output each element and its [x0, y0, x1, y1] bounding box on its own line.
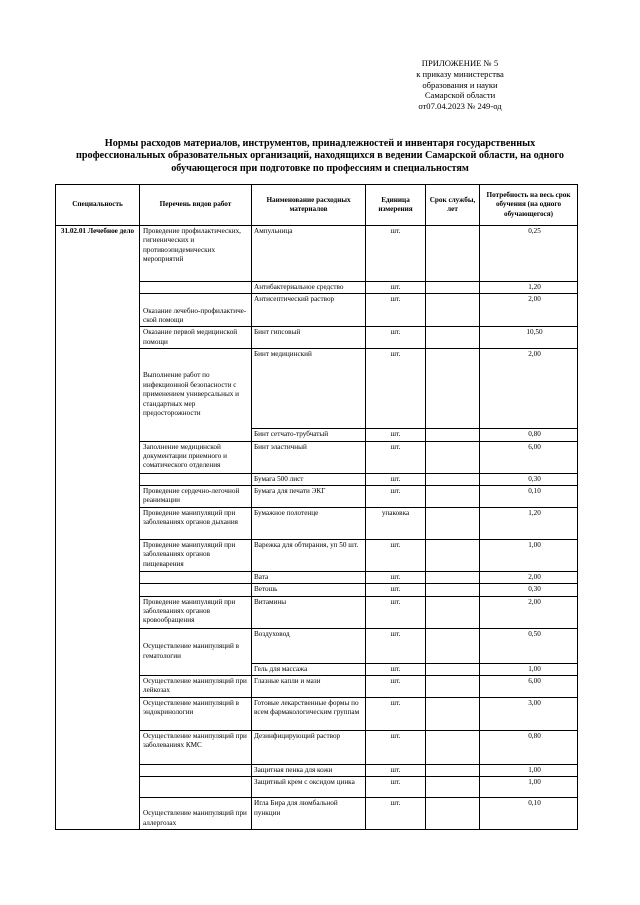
need-cell: 6,00: [480, 441, 578, 473]
need-cell: 0,30: [480, 584, 578, 596]
need-cell: 2,00: [480, 349, 578, 429]
term-cell: [426, 441, 480, 473]
header-activities: Перечень видов работ: [140, 185, 252, 226]
specialty-cell: 31.02.01 Лечебное дело: [56, 226, 140, 830]
term-cell: [426, 663, 480, 675]
material-cell: Бумага 500 лист: [252, 473, 366, 485]
need-cell: 0,10: [480, 486, 578, 508]
material-cell: Вата: [252, 571, 366, 583]
document-title-line: профессиональных образовательных организаций, находящихся в ведении Самарской области, на одного: [75, 150, 565, 162]
unit-cell: шт.: [366, 294, 426, 327]
material-cell: Игла Бира для люмбальной пункции: [252, 798, 366, 830]
activity-cell: Осуществление манипуляций в эндокринологии: [140, 697, 252, 730]
unit-cell: шт.: [366, 539, 426, 571]
norms-table: [55, 184, 578, 830]
material-cell: Ампульница: [252, 226, 366, 282]
term-cell: [426, 764, 480, 776]
need-cell: 0,10: [480, 798, 578, 830]
material-cell: Бумажное полотенце: [252, 507, 366, 539]
unit-cell: шт.: [366, 663, 426, 675]
document-title: [45, 138, 595, 175]
table-row: [56, 226, 578, 282]
header-material: Наименование расходных материалов: [252, 185, 366, 226]
material-cell: Варежка для обтирания, уп 50 шт.: [252, 539, 366, 571]
term-cell: [426, 473, 480, 485]
term-cell: [426, 507, 480, 539]
header-term: Срок службы, лет: [426, 185, 480, 226]
unit-cell: шт.: [366, 327, 426, 349]
activity-cell: [140, 777, 252, 798]
activity-cell: Выполнение работ по инфекционной безопасности с применением универсальных и стандартных мер предосторожности: [140, 349, 252, 441]
table-header-row: [56, 185, 578, 226]
term-cell: [426, 349, 480, 429]
unit-cell: шт.: [366, 697, 426, 730]
need-cell: 1,00: [480, 539, 578, 571]
header-unit: Единица измерения: [366, 185, 426, 226]
term-cell: [426, 676, 480, 698]
material-cell: Антисептический раствор: [252, 294, 366, 327]
term-cell: [426, 798, 480, 830]
term-cell: [426, 730, 480, 764]
activity-cell: Проведение манипуляций при заболеваниях органов кровообращения: [140, 596, 252, 628]
activity-cell: [140, 571, 252, 583]
activity-cell: [140, 764, 252, 776]
annex-region-line: Самарской области: [424, 90, 496, 101]
activity-cell: Проведение профилактических, гигиенических и противоэпидемических мероприятий: [140, 226, 252, 282]
material-cell: Бинт эластичный: [252, 441, 366, 473]
activity-cell: Осуществление манипуляций при аллергозах: [140, 798, 252, 830]
material-cell: Бинт сетчато-трубчатый: [252, 429, 366, 441]
activity-cell: Проведение сердечно-легочной реанимации: [140, 486, 252, 508]
term-cell: [426, 429, 480, 441]
annex-date-number: от07.04.2023 № 249-од: [418, 101, 502, 112]
term-cell: [426, 294, 480, 327]
activity-cell: Осуществление манипуляций при заболеваниях КМС: [140, 730, 252, 764]
need-cell: 0,80: [480, 429, 578, 441]
need-cell: 1,00: [480, 777, 578, 798]
unit-cell: шт.: [366, 584, 426, 596]
activity-cell: [140, 282, 252, 294]
material-cell: Ветошь: [252, 584, 366, 596]
term-cell: [426, 628, 480, 663]
unit-cell: шт.: [366, 473, 426, 485]
activity-cell: Оказание лечебно-профилактиче-ской помощи: [140, 294, 252, 327]
unit-cell: шт.: [366, 676, 426, 698]
unit-cell: упаковка: [366, 507, 426, 539]
need-cell: 3,00: [480, 697, 578, 730]
activity-cell: Проведение манипуляций при заболеваниях органов пищеварения: [140, 539, 252, 571]
material-cell: Глазные капли и мази: [252, 676, 366, 698]
material-cell: Гель для массажа: [252, 663, 366, 675]
need-cell: 0,80: [480, 730, 578, 764]
unit-cell: шт.: [366, 730, 426, 764]
unit-cell: шт.: [366, 777, 426, 798]
term-cell: [426, 596, 480, 628]
unit-cell: шт.: [366, 486, 426, 508]
document-title-line: обучающегося при подготовке по профессиям и специальностям: [171, 162, 469, 174]
term-cell: [426, 282, 480, 294]
unit-cell: шт.: [366, 429, 426, 441]
annex-order-line: к приказу министерства: [416, 68, 504, 79]
material-cell: Бинт медицинский: [252, 349, 366, 429]
need-cell: 0,30: [480, 473, 578, 485]
unit-cell: шт.: [366, 441, 426, 473]
need-cell: 0,50: [480, 628, 578, 663]
material-cell: Готовые лекарственные формы по всем фармакологическим группам: [252, 697, 366, 730]
activity-cell: [140, 473, 252, 485]
unit-cell: шт.: [366, 628, 426, 663]
unit-cell: шт.: [366, 764, 426, 776]
material-cell: Витамины: [252, 596, 366, 628]
unit-cell: шт.: [366, 571, 426, 583]
unit-cell: шт.: [366, 798, 426, 830]
term-cell: [426, 226, 480, 282]
need-cell: 2,00: [480, 571, 578, 583]
need-cell: 0,25: [480, 226, 578, 282]
unit-cell: шт.: [366, 226, 426, 282]
term-cell: [426, 697, 480, 730]
header-specialty: Специальность: [56, 185, 140, 226]
material-cell: Дезинфицирующий раствор: [252, 730, 366, 764]
term-cell: [426, 539, 480, 571]
material-cell: Воздуховод: [252, 628, 366, 663]
need-cell: 1,20: [480, 282, 578, 294]
material-cell: Защитная пенка для кожи: [252, 764, 366, 776]
activity-cell: Осуществление манипуляций в гематологии: [140, 628, 252, 675]
activity-cell: Проведение манипуляций при заболеваниях органов дыхания: [140, 507, 252, 539]
term-cell: [426, 571, 480, 583]
material-cell: Антибактериальное средство: [252, 282, 366, 294]
term-cell: [426, 486, 480, 508]
need-cell: 2,00: [480, 596, 578, 628]
activity-cell: Заполнение медицинской документации приемного и соматического отделения: [140, 441, 252, 473]
activity-cell: Оказание первой медицинской помощи: [140, 327, 252, 349]
term-cell: [426, 584, 480, 596]
need-cell: 1,00: [480, 663, 578, 675]
need-cell: 10,50: [480, 327, 578, 349]
need-cell: 1,00: [480, 764, 578, 776]
document-title-line: Нормы расходов материалов, инструментов, принадлежностей и инвентаря государственных: [104, 138, 536, 149]
need-cell: 6,00: [480, 676, 578, 698]
unit-cell: шт.: [366, 596, 426, 628]
material-cell: Бинт гипсовый: [252, 327, 366, 349]
activity-cell: Осуществление манипуляций при лейкозах: [140, 676, 252, 698]
activity-cell: [140, 584, 252, 596]
material-cell: Бумага для печати ЭКГ: [252, 486, 366, 508]
material-cell: Защитный крем с оксидом цинка: [252, 777, 366, 798]
need-cell: 2,00: [480, 294, 578, 327]
need-cell: 1,20: [480, 507, 578, 539]
unit-cell: шт.: [366, 282, 426, 294]
annex-title: ПРИЛОЖЕНИЕ № 5: [421, 58, 499, 68]
unit-cell: шт.: [366, 349, 426, 429]
term-cell: [426, 777, 480, 798]
annex-block: [380, 58, 540, 112]
header-need: Потребность на весь срок обучения (на одного обучающегося): [480, 185, 578, 226]
annex-ministry-line: образования и науки: [422, 79, 498, 90]
term-cell: [426, 327, 480, 349]
